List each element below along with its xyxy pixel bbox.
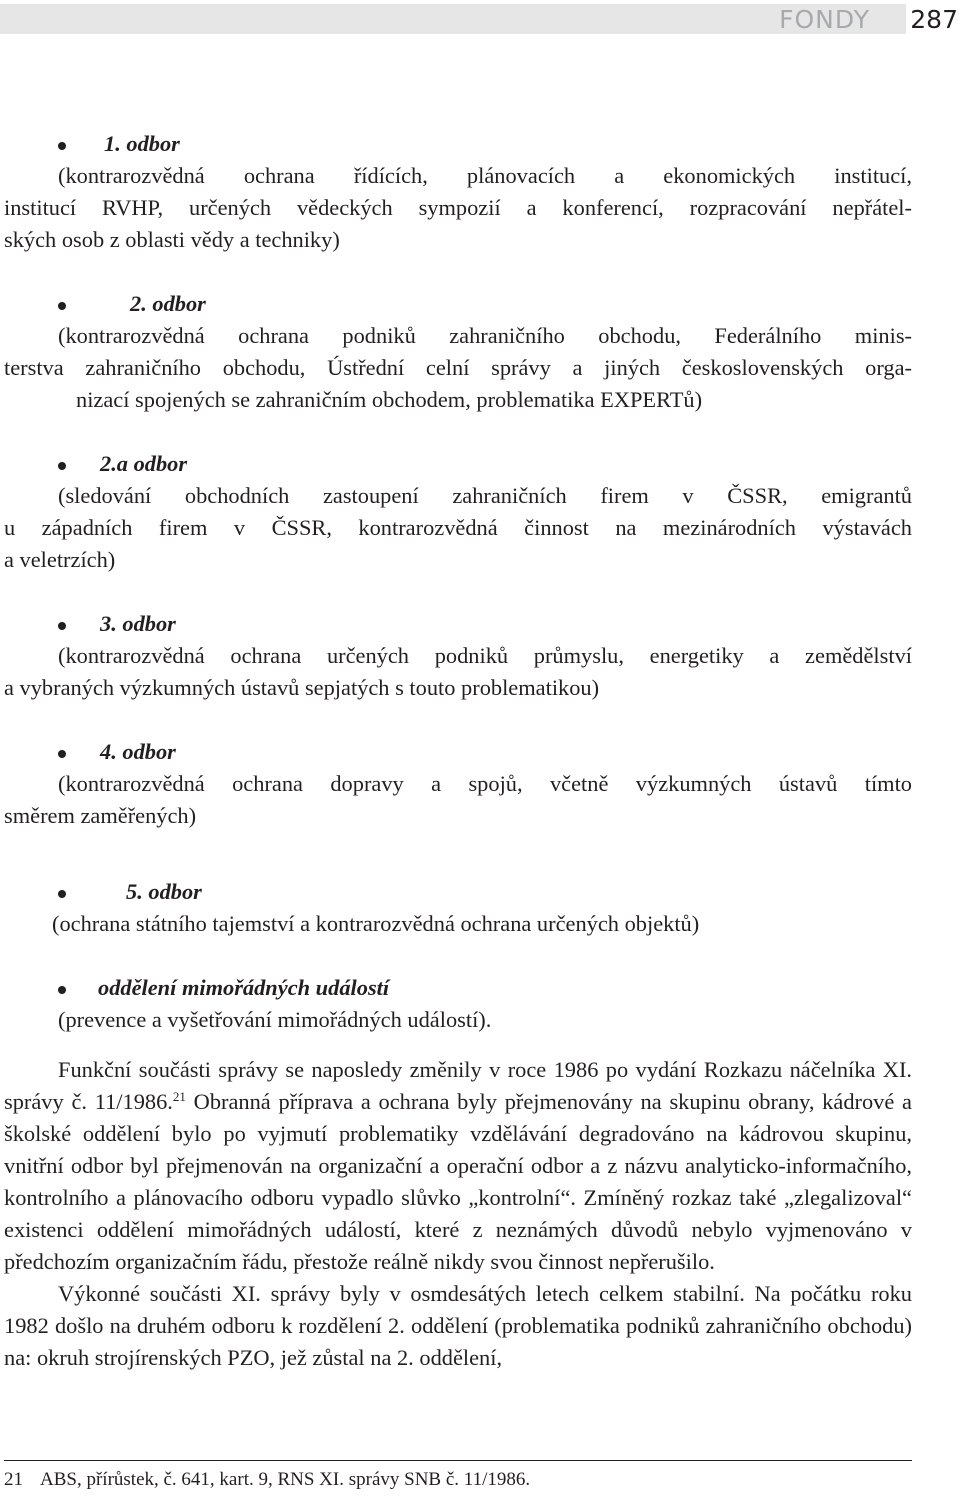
- bullet-icon: [58, 622, 66, 630]
- entry-title-row: [4, 736, 912, 768]
- entry-line: (sledování obchodních zastoupení zahraničních firem v ČSSR, emigrantů: [58, 483, 912, 508]
- entry-line: (kontrarozvědná ochrana podniků zahraničního obchodu, Federálního minis-: [58, 323, 912, 348]
- footnote-reference: 21: [172, 1089, 186, 1104]
- paragraph-text: Obranná příprava a ochrana byly přejmenovány na skupinu obrany, kádrové a školské oddělení bylo po vyjmutí problematiky vzdělávání degradováno na kádrovou skupinu, vnitřní odbor byl přejmenován na organizační a operační odbor a z názvu analyticko-informačního, kontrolního a plánovacího odboru vypadlo slůvko „kontrolní“. Zmíněný rozkaz také „zlegalizoval“ existenci oddělení mimořádných událostí, které z neznámých důvodů nebylo vyjmenováno v předchozím organizačním řádu, přestože reálně nikdy svou činnost nepřerušilo.: [4, 1089, 912, 1274]
- entry-description: [4, 320, 912, 352]
- entry-line: (kontrarozvědná ochrana dopravy a spojů, včetně výzkumných ústavů tímto: [58, 771, 912, 796]
- entry-title-row: [4, 288, 912, 320]
- footnote-text: ABS, přírůstek, č. 641, kart. 9, RNS XI. správy SNB č. 11/1986.: [40, 1469, 531, 1490]
- entry-line: a veletrzích): [4, 547, 116, 572]
- footnote-number: 21: [4, 1469, 23, 1490]
- entry-line: (ochrana státního tajemství a kontrarozvědná ochrana určených objektů): [52, 911, 700, 936]
- entry-description: [4, 768, 912, 800]
- unit-entry: [4, 448, 912, 576]
- entry-line: terstva zahraničního obchodu, Ústřední celní správy a jiných československých orga-: [4, 355, 912, 380]
- entry-title-row: [4, 448, 912, 480]
- entry-line: (kontrarozvědná ochrana řídících, plánovacích a ekonomických institucí,: [58, 163, 912, 188]
- entry-description: [4, 480, 912, 512]
- entry-title-row: [4, 608, 912, 640]
- entry-description: [4, 160, 912, 192]
- entry-line: institucí RVHP, určených vědeckých sympozií a konferencí, rozpracování nepřátel-: [4, 195, 912, 220]
- unit-entry: [4, 972, 912, 1036]
- bullet-icon: [58, 142, 66, 150]
- unit-entry: [4, 288, 912, 416]
- entry-line: směrem zaměřených): [4, 803, 197, 828]
- body-paragraph: [4, 1054, 912, 1278]
- unit-entry: [4, 608, 912, 704]
- body-paragraph: Výkonné součásti XI. správy byly v osmdesátých letech celkem stabilní. Na počátku roku 1982 došlo na druhém odboru k rozdělení 2. oddělení (problematika podniků zahraničního obchodu) na: okruh strojírenských PZO, jež zůstal na 2. oddělení,: [4, 1281, 912, 1370]
- unit-entry: [4, 128, 912, 256]
- bullet-icon: [58, 890, 66, 898]
- page-number: 287: [910, 5, 958, 34]
- entry-title: 1. odbor: [104, 131, 180, 156]
- entry-title-row: [4, 128, 912, 160]
- entry-title: 3. odbor: [100, 611, 176, 636]
- entry-title: 2. odbor: [130, 291, 206, 316]
- entry-line: (prevence a vyšetřování mimořádných událostí).: [58, 1007, 492, 1032]
- entry-title: 4. odbor: [100, 739, 176, 764]
- entry-line: a vybraných výzkumných ústavů sepjatých s touto problematikou): [4, 675, 600, 700]
- entry-description: [4, 640, 912, 672]
- entry-line: nizací spojených se zahraničním obchodem, problematika EXPERTů): [76, 387, 703, 412]
- unit-entry: [4, 736, 912, 832]
- footnote: [4, 1466, 912, 1494]
- entry-title: 2.a odbor: [100, 451, 188, 476]
- running-header-section: FONDY: [779, 5, 870, 34]
- paragraph-text: Funkční součásti správy se naposledy změnily v roce 1986 po vydání Rozkazu náčelníka XI. správy č. 11/1986.: [4, 1057, 912, 1114]
- entry-line: u západních firem v ČSSR, kontrarozvědná činnost na mezinárodních výstavách: [4, 515, 912, 540]
- bullet-icon: [58, 750, 66, 758]
- footnote-divider: [4, 1460, 912, 1461]
- entry-title-row: [4, 972, 912, 1004]
- unit-entry: [4, 876, 912, 940]
- bullet-icon: [58, 302, 66, 310]
- page-body: [4, 128, 912, 1374]
- bullet-icon: [58, 462, 66, 470]
- entry-title: oddělení mimořádných událostí: [98, 975, 390, 1000]
- bullet-icon: [58, 986, 66, 994]
- entry-line: (kontrarozvědná ochrana určených podniků průmyslu, energetiky a zemědělství: [58, 643, 912, 668]
- entry-line: ských osob z oblasti vědy a techniky): [4, 227, 340, 252]
- entry-title: 5. odbor: [126, 879, 202, 904]
- entry-title-row: [4, 876, 912, 908]
